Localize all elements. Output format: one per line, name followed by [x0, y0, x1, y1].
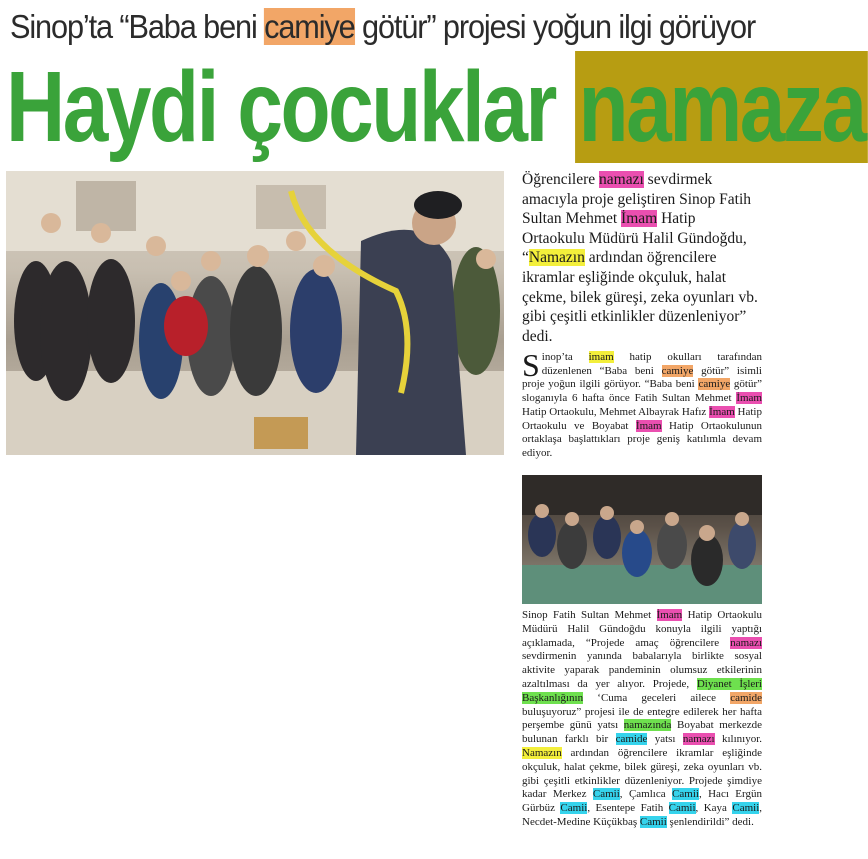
headline-highlight: namaza	[575, 51, 868, 163]
highlighted-word: İmam	[709, 405, 735, 418]
text-run: yatsı	[647, 733, 683, 746]
highlighted-word: Camii	[560, 802, 588, 815]
text-run: Hatip Ortaokulu Müdürü Halil Gündoğdu, “	[522, 210, 747, 267]
archery-photo	[6, 171, 504, 455]
text-run: ardından öğrencilere ikramlar eşliğinde okçuluk, halat çekme, bilek güreşi, zeka oyunları vb. gibi çeşitli etkinlikler düzenleniyor” dedi.	[522, 249, 758, 345]
highlighted-word: Namazın	[528, 249, 585, 267]
text-run: , Necdet-Medine Küçükbaş	[522, 802, 762, 828]
text-run: ardından öğrencilere ikramlar eşliğinde okçuluk, halat çekme, bilek güreşi, zeka oyunları vb. gibi çeşitli etkinlikler düzenleniyor. Projede şimdiye kadar Merkez	[522, 746, 762, 801]
highlighted-word: Camii	[668, 802, 696, 815]
highlighted-word: camide	[615, 733, 648, 746]
highlighted-word: Camii	[672, 788, 699, 801]
text-run: sevdirmek amacıyla proje geliştiren Sinop Fatih Sultan Mehmet	[522, 171, 752, 228]
archery-photo-illustration	[6, 171, 504, 455]
highlighted-word: namazı	[730, 636, 762, 649]
text-run: buluşuyoruz” projesi ile de entegre edilerek her hafta perşembe günü yatsı	[522, 705, 762, 732]
headline-text-1: Haydi çocuklar	[6, 51, 576, 163]
highlighted-word: namazında	[623, 719, 672, 732]
highlighted-word: Namazın	[522, 746, 562, 759]
highlighted-word: İmam	[656, 609, 683, 621]
text-run: Hatip Ortaokulu Müdürü Halil Gündoğdu konuyla ilgili yaptığı açıklamada, “Projede amaç öğrencilere	[522, 609, 762, 649]
kicker-text-1: Sinop’ta “Baba beni	[10, 8, 265, 45]
highlighted-word: İmam	[621, 210, 658, 228]
kicker-text-2: götür” projesi yoğun ilgi görüyor	[354, 8, 756, 45]
highlighted-word: İmam	[635, 419, 662, 432]
mosque-photo-illustration	[522, 475, 762, 604]
text-run: götür” sloganıyla 6 hafta önce Fatih Sultan Mehmet	[522, 378, 762, 405]
highlighted-word: camiye	[661, 364, 694, 377]
drop-cap: S	[522, 347, 540, 383]
text-run: sevdirmenin yanında babalarıyla birlikte sosyal aktivite yaparak pandeminin olumsuz etkilerinin azaltılması da yer alıyor. Projede,	[522, 650, 762, 690]
text-run: şenlendirildi” dedi.	[666, 815, 754, 828]
highlighted-word: namazı	[682, 733, 715, 746]
highlighted-word: Camii	[639, 815, 667, 828]
highlighted-word: Camii	[732, 802, 760, 815]
text-run: , Kaya	[695, 802, 733, 815]
text-run: , Çamlıca	[619, 788, 673, 801]
mosque-photo	[522, 475, 762, 604]
highlighted-word: camiye	[698, 378, 731, 391]
main-headline	[6, 51, 865, 163]
text-run: , Esentepe Fatih	[587, 802, 669, 815]
highlighted-word: Diyanet İşleri Başkanlığının	[522, 677, 762, 704]
highlighted-word: camide	[730, 691, 762, 704]
text-run: Sinop Fatih Sultan Mehmet	[522, 609, 657, 621]
text-run: Hatip Ortaokulu, Mehmet Albayrak Hafız	[522, 405, 710, 418]
text-run: inop’ta	[541, 351, 589, 363]
body-paragraph-1	[522, 347, 762, 461]
highlighted-word: imam	[588, 351, 614, 363]
text-run: Hatip Ortaokulu ve Boyabat	[522, 405, 762, 432]
highlighted-word: İmam	[736, 392, 762, 405]
text-run: Öğrencilere	[522, 171, 600, 188]
text-run: kılınıyor.	[714, 733, 763, 746]
kicker-headline	[10, 4, 756, 50]
body-paragraph-2	[522, 609, 762, 830]
kicker-highlight: camiye	[264, 8, 355, 45]
text-run: ‘Cuma geceleri ailece	[583, 691, 731, 704]
highlighted-word: Camii	[592, 788, 620, 801]
text-run: , Hacı Ergün Gürbüz	[522, 788, 762, 815]
lead-paragraph	[522, 170, 762, 346]
highlighted-word: namazı	[599, 171, 644, 188]
text-run: Boyabat merkezde bulunan farklı bir	[522, 719, 762, 746]
text-run: hatip okulları tarafından düzenlenen “Baba beni	[541, 351, 762, 377]
text-run: Hatip Ortaokulunun ortaklaşa başlattıkları proje geniş katılımla devam ediyor.	[522, 419, 762, 459]
text-run: götür” isimli proje yoğun ilgili görüyor. “Baba beni	[522, 364, 762, 391]
